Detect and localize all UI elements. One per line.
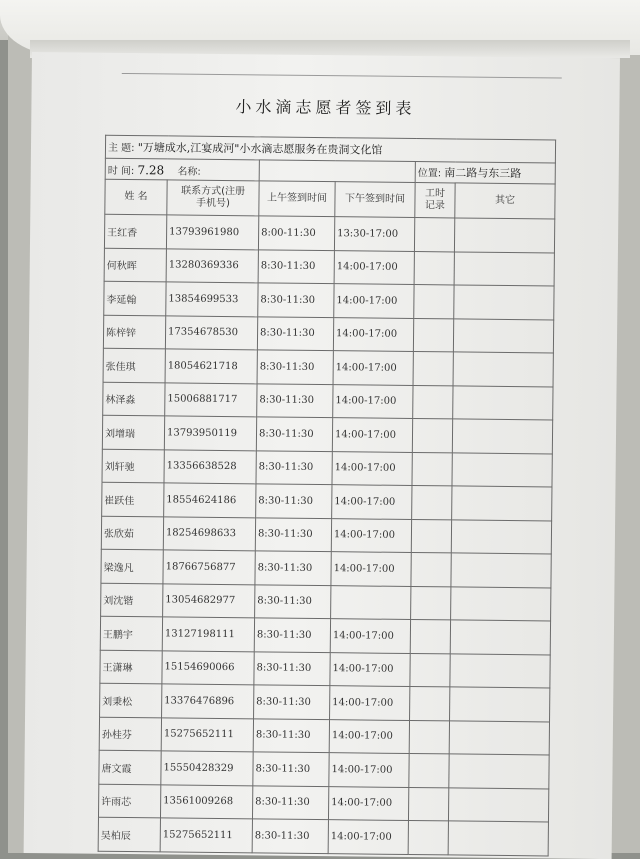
other-cell bbox=[454, 218, 554, 253]
hours-cell bbox=[414, 218, 454, 252]
afternoon-time-cell: 14:00-17:00 bbox=[333, 351, 413, 385]
phone-cell: 18054621718 bbox=[165, 349, 257, 383]
morning-time-cell: 8:30-11:30 bbox=[254, 618, 330, 652]
topic-label: 主 题: bbox=[107, 142, 135, 155]
hours-cell bbox=[411, 586, 451, 620]
table-row bbox=[98, 784, 548, 822]
table-row bbox=[102, 415, 552, 453]
phone-cell: 15154690066 bbox=[162, 650, 254, 684]
hours-cell bbox=[414, 285, 454, 319]
phone-cell: 15006881717 bbox=[165, 382, 257, 416]
morning-time-cell: 8:30-11:30 bbox=[255, 551, 331, 585]
morning-time-cell: 8:30-11:30 bbox=[256, 417, 332, 451]
other-cell bbox=[450, 687, 550, 722]
location-label: 位置: bbox=[417, 168, 442, 180]
name-cell: 许雨芯 bbox=[98, 784, 160, 818]
hours-cell bbox=[412, 486, 452, 520]
other-cell bbox=[450, 653, 550, 688]
table-row bbox=[104, 281, 554, 319]
morning-time-cell: 8:30-11:30 bbox=[252, 785, 328, 819]
name-cell: 王红香 bbox=[104, 214, 166, 248]
table-row bbox=[104, 214, 554, 252]
col-name-label: 姓 名 bbox=[124, 190, 148, 203]
phone-cell: 13054682977 bbox=[163, 583, 255, 617]
name-cell: 林泽淼 bbox=[103, 382, 165, 416]
morning-time-cell: 8:30-11:30 bbox=[255, 584, 331, 618]
hours-cell bbox=[410, 619, 450, 653]
afternoon-time-cell: 13:30-17:00 bbox=[334, 217, 414, 251]
sign-in-sheet bbox=[24, 52, 620, 859]
other-cell bbox=[449, 754, 549, 789]
other-cell bbox=[452, 419, 552, 454]
morning-time-cell: 8:30-11:30 bbox=[254, 651, 330, 685]
hours-cell bbox=[411, 552, 451, 586]
morning-time-cell: 8:30-11:30 bbox=[257, 350, 333, 384]
hours-cell bbox=[412, 452, 452, 486]
morning-time-cell: 8:30-11:30 bbox=[255, 517, 331, 551]
other-cell bbox=[453, 318, 553, 353]
name-cell: 刘秉松 bbox=[100, 683, 162, 717]
phone-cell: 18766756877 bbox=[163, 550, 255, 584]
table-row bbox=[99, 750, 549, 788]
other-cell bbox=[451, 519, 551, 554]
morning-time-cell: 8:30-11:30 bbox=[252, 819, 328, 853]
hours-cell bbox=[410, 653, 450, 687]
table-row bbox=[103, 382, 553, 420]
phone-cell: 13127198111 bbox=[162, 617, 254, 651]
name-cell: 刘轩驰 bbox=[102, 449, 164, 483]
hours-cell bbox=[411, 519, 451, 553]
topic-value: "万塘成水,江宴成河"小水滴志愿服务在贵洞文化馆 bbox=[137, 141, 383, 157]
afternoon-time-cell: 14:00-17:00 bbox=[332, 485, 412, 519]
name-cell: 王潇琳 bbox=[100, 650, 162, 684]
morning-time-cell: 8:30-11:30 bbox=[257, 383, 333, 417]
table-row bbox=[100, 616, 550, 654]
time-label: 时 间: bbox=[107, 165, 135, 177]
afternoon-time-cell: 14:00-17:00 bbox=[332, 451, 412, 485]
volunteer-rows bbox=[98, 214, 555, 855]
col-contact-line2: 手机号) bbox=[195, 197, 230, 210]
afternoon-time-cell: 14:00-17:00 bbox=[330, 686, 410, 720]
name-cell: 刘沈锴 bbox=[101, 583, 163, 617]
hours-cell bbox=[408, 820, 448, 854]
other-cell bbox=[454, 285, 554, 320]
table-row bbox=[102, 482, 552, 520]
phone-cell: 13280369336 bbox=[166, 248, 258, 282]
phone-cell: 13356638528 bbox=[164, 449, 256, 483]
hours-cell bbox=[413, 318, 453, 352]
other-cell bbox=[448, 787, 548, 822]
col-hours-line2: 记录 bbox=[424, 200, 445, 212]
table-row bbox=[98, 817, 548, 855]
col-other-label: 其它 bbox=[494, 194, 516, 207]
table-row bbox=[101, 583, 551, 621]
name-cell: 李延翰 bbox=[104, 281, 166, 315]
hours-cell bbox=[414, 251, 454, 285]
other-cell bbox=[448, 821, 548, 856]
col-contact-line1: 联系方式(注册 bbox=[181, 185, 246, 198]
col-afternoon-label: 下午签到时间 bbox=[344, 193, 406, 205]
other-cell bbox=[453, 352, 553, 387]
phone-cell: 13793961980 bbox=[166, 215, 258, 249]
name-cell: 张佳琪 bbox=[103, 348, 165, 382]
col-hours-line1: 工时 bbox=[424, 188, 446, 200]
morning-time-cell: 8:30-11:30 bbox=[254, 685, 330, 719]
afternoon-time-cell: 14:00-17:00 bbox=[333, 384, 413, 418]
table-row bbox=[101, 516, 551, 554]
other-cell bbox=[451, 553, 551, 588]
other-cell bbox=[452, 486, 552, 521]
hours-cell bbox=[408, 787, 448, 821]
hours-cell bbox=[413, 352, 453, 386]
table-row bbox=[103, 315, 553, 353]
table-row bbox=[103, 348, 553, 386]
other-cell bbox=[454, 251, 554, 286]
name-cell: 张欣茹 bbox=[101, 516, 163, 550]
phone-cell: 13793950119 bbox=[164, 416, 256, 450]
afternoon-time-cell: 14:00-17:00 bbox=[330, 652, 410, 686]
other-cell bbox=[452, 452, 552, 487]
afternoon-time-cell: 14:00-17:00 bbox=[328, 786, 408, 820]
name-cell: 陈梓锌 bbox=[103, 315, 165, 349]
morning-time-cell: 8:30-11:30 bbox=[256, 450, 332, 484]
name-cell: 王鹏宇 bbox=[100, 616, 162, 650]
col-afternoon bbox=[335, 182, 415, 218]
afternoon-time-cell: 14:00-17:00 bbox=[331, 518, 411, 552]
location-value: 南二路与东三路 bbox=[444, 166, 522, 181]
phone-cell: 15275652111 bbox=[161, 717, 253, 751]
name-cell: 孙桂芬 bbox=[99, 717, 161, 751]
hours-cell bbox=[409, 753, 449, 787]
morning-time-cell: 8:30-11:30 bbox=[253, 752, 329, 786]
phone-cell: 13854699533 bbox=[166, 282, 258, 316]
col-hours bbox=[415, 183, 455, 218]
col-contact bbox=[167, 180, 259, 216]
col-name bbox=[105, 179, 167, 215]
afternoon-time-cell: 14:00-17:00 bbox=[330, 619, 410, 653]
phone-cell: 13376476896 bbox=[162, 684, 254, 718]
hours-cell bbox=[409, 720, 449, 754]
hours-cell bbox=[413, 385, 453, 419]
afternoon-time-cell: 14:00-17:00 bbox=[328, 820, 408, 854]
table-row bbox=[101, 549, 551, 587]
col-morning bbox=[259, 181, 335, 217]
name-cell: 吴柏辰 bbox=[98, 817, 160, 851]
name-cell: 唐文霞 bbox=[99, 750, 161, 784]
afternoon-time-cell: 14:00-17:00 bbox=[331, 552, 411, 586]
morning-time-cell: 8:30-11:30 bbox=[258, 249, 334, 283]
table-row bbox=[102, 449, 552, 487]
table-row bbox=[99, 717, 549, 755]
afternoon-time-cell: 14:00-17:00 bbox=[329, 753, 409, 787]
header-rule bbox=[122, 73, 562, 79]
col-morning-label: 上午签到时间 bbox=[266, 192, 328, 205]
other-cell bbox=[453, 385, 553, 420]
name-label: 名称: bbox=[177, 166, 201, 178]
name-cell: 崔跃佳 bbox=[102, 482, 164, 516]
morning-time-cell: 8:30-11:30 bbox=[258, 283, 334, 317]
morning-time-cell: 8:30-11:30 bbox=[256, 484, 332, 518]
hours-cell bbox=[412, 419, 452, 453]
name-cell: 何秋晖 bbox=[104, 248, 166, 282]
other-cell bbox=[451, 586, 551, 621]
table-row bbox=[100, 683, 550, 721]
phone-cell: 17354678530 bbox=[165, 315, 257, 349]
table-row bbox=[100, 650, 550, 688]
phone-cell: 15550428329 bbox=[161, 751, 253, 785]
other-cell bbox=[450, 620, 550, 655]
afternoon-time-cell: 14:00-17:00 bbox=[332, 418, 412, 452]
name-cell: 刘增瑞 bbox=[102, 415, 164, 449]
afternoon-time-cell bbox=[331, 585, 411, 619]
sheet-title: 小水滴志愿者签到表 bbox=[235, 97, 416, 119]
table-row bbox=[104, 248, 554, 286]
phone-cell: 18554624186 bbox=[164, 483, 256, 517]
morning-time-cell: 8:30-11:30 bbox=[253, 718, 329, 752]
phone-cell: 13561009268 bbox=[160, 784, 252, 818]
time-value: 7.28 bbox=[137, 162, 165, 177]
afternoon-time-cell: 14:00-17:00 bbox=[334, 250, 414, 284]
afternoon-time-cell: 14:00-17:00 bbox=[329, 719, 409, 753]
col-other bbox=[455, 183, 555, 219]
morning-time-cell: 8:30-11:30 bbox=[257, 316, 333, 350]
name-cell: 梁逸凡 bbox=[101, 549, 163, 583]
hours-cell bbox=[410, 686, 450, 720]
phone-cell: 18254698633 bbox=[163, 516, 255, 550]
sign-in-table bbox=[98, 135, 556, 856]
other-cell bbox=[449, 720, 549, 755]
afternoon-time-cell: 14:00-17:00 bbox=[334, 284, 414, 318]
column-header-row bbox=[105, 179, 555, 219]
afternoon-time-cell: 14:00-17:00 bbox=[333, 317, 413, 351]
phone-cell: 15275652111 bbox=[160, 818, 252, 852]
morning-time-cell: 8:00-11:30 bbox=[258, 216, 334, 250]
